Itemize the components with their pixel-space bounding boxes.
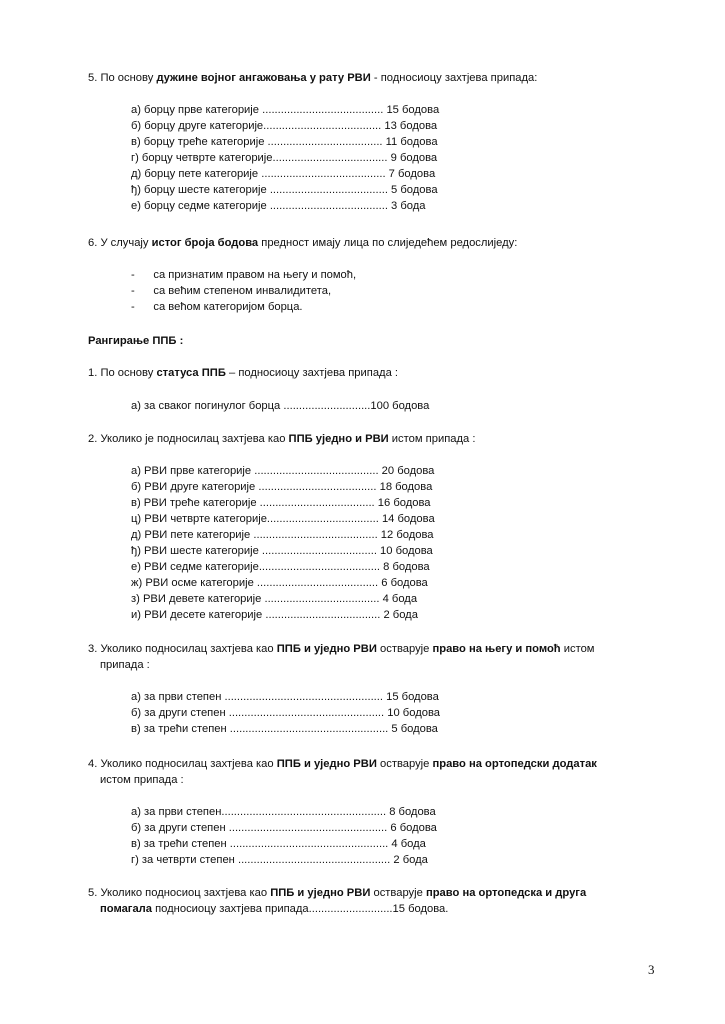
list-item: б) РВИ друге категорије ...................................... 18 бодова <box>131 481 433 493</box>
r4-heading-cont: истом припада : <box>100 774 184 786</box>
list-item: а) за сваког погинулог борца ............................100 бодова <box>131 400 430 412</box>
list-item: е) РВИ седме категорије....................................... 8 бодова <box>131 561 430 573</box>
ranking-heading: Рангирање ППБ : <box>88 335 184 347</box>
list-item: в) за трећи степен ................................................... 5 бодова <box>131 723 438 735</box>
list-item: в) РВИ треће категорије ..................................... 16 бодова <box>131 497 431 509</box>
bullet-item: - са већом категоријом борца. <box>131 301 303 313</box>
r3-heading: 3. Уколико подносилац захтјева као ППБ и уједно РВИ остварује право на његу и помоћ истом <box>88 643 595 655</box>
r5-heading-cont: помагала подносиоцу захтјева припада...........................15 бодова. <box>100 903 449 915</box>
bullet-dash: - <box>131 285 154 297</box>
r4-heading: 4. Уколико подносилац захтјева као ППБ и уједно РВИ остварује право на ортопедски додатак <box>88 758 597 770</box>
r2-heading: 2. Уколико је подносилац захтјева као ППБ уједно и РВИ истом припада : <box>88 433 476 445</box>
list-item: ђ) РВИ шесте категорије ..................................... 10 бодова <box>131 545 433 557</box>
list-item: г) борцу четврте категорије..................................... 9 бодова <box>131 152 438 164</box>
list-item: е) борцу седме категорије ...................................... 3 бода <box>131 200 426 212</box>
bullet-item: - са већим степеном инвалидитета, <box>131 285 332 297</box>
r3-heading-cont: припада : <box>100 659 150 671</box>
list-item: а) борцу прве категорије ....................................... 15 бодова <box>131 104 440 116</box>
section5-heading: 5. По основу дужине војног ангажовања у рату РВИ - подносиоцу захтјева припада: <box>88 72 538 84</box>
list-item: г) за четврти степен ................................................. 2 бода <box>131 854 428 866</box>
list-item: з) РВИ девете категорије ..................................... 4 бода <box>131 593 418 605</box>
bullet-dash: - <box>131 301 154 313</box>
list-item: а) за први степен ................................................... 15 бодова <box>131 691 439 703</box>
list-item: в) борцу треће категорије ..................................... 11 бодова <box>131 136 438 148</box>
list-item: ђ) борцу шесте категорије ...................................... 5 бодова <box>131 184 438 196</box>
r5-heading: 5. Уколико подносиоц захтјева као ППБ и уједно РВИ остварује право на ортопедска и друга <box>88 887 587 899</box>
list-item: и) РВИ десете категорије ..................................... 2 бода <box>131 609 418 621</box>
section6-heading: 6. У случају истог броја бодова предност имају лица по слиједећем редослиједу: <box>88 237 518 249</box>
page-number: 3 <box>648 962 655 977</box>
list-item: ц) РВИ четврте категорије.................................... 14 бодова <box>131 513 435 525</box>
list-item: ж) РВИ осме категорије ....................................... 6 бодова <box>131 577 428 589</box>
bullet-dash: - <box>131 269 154 281</box>
list-item: а) за први степен..................................................... 8 бодова <box>131 806 436 818</box>
r1-heading: 1. По основу статуса ППБ – подносиоцу захтјева припада : <box>88 367 399 379</box>
list-item: а) РВИ прве категорије ........................................ 20 бодова <box>131 465 435 477</box>
list-item: в) за трећи степен ................................................... 4 бода <box>131 838 426 850</box>
list-item: д) РВИ пете категорије ........................................ 12 бодова <box>131 529 434 541</box>
list-item: б) за други степен ................................................... 6 бодова <box>131 822 437 834</box>
list-item: б) за други степен .................................................. 10 бодова <box>131 707 440 719</box>
list-item: д) борцу пете категорије ........................................ 7 бодова <box>131 168 436 180</box>
bullet-item: - са признатим правом на његу и помоћ, <box>131 269 357 281</box>
list-item: б) борцу друге категорије...................................... 13 бодова <box>131 120 438 132</box>
